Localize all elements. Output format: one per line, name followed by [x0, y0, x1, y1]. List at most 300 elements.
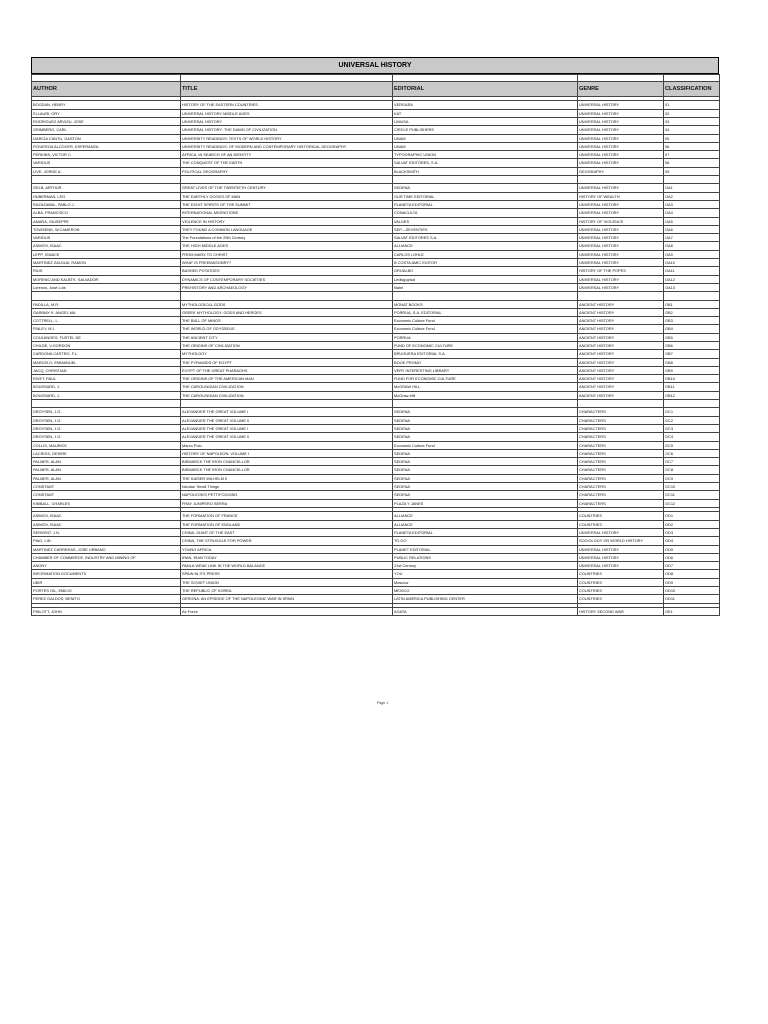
table-row[interactable]: [32, 167, 720, 175]
cell-classification: OC2: [664, 416, 720, 424]
cell-title: THEY FOUND A COMMON LANGUAGE: [181, 225, 393, 233]
cell-editorial: PLANET EDITORIAL: [393, 545, 578, 553]
table-row[interactable]: [32, 126, 720, 134]
cell-title: EGYPT OF THE GREAT PHARAOHS: [181, 366, 393, 374]
cell-title: INTERNATIONAL MIGRATIONS: [181, 209, 393, 217]
cell-genre: SOCIOLOGY OR WORLD HISTORY: [578, 537, 664, 545]
cell-author: DROYSEN, J.G.: [32, 408, 181, 416]
cell-genre: ANCIENT HISTORY: [578, 325, 664, 333]
cell-classification: OB2: [664, 308, 720, 316]
cell-genre: ANCIENT HISTORY: [578, 358, 664, 366]
cell-classification: OD6: [664, 553, 720, 561]
table-row[interactable]: [32, 342, 720, 350]
cell-classification: OA7: [664, 234, 720, 242]
sheet-title: UNIVERSAL HISTORY: [31, 57, 719, 74]
cell-genre: CHARACTERS: [578, 499, 664, 507]
table-row[interactable]: [32, 259, 720, 267]
cell-genre: CHARACTERS: [578, 449, 664, 457]
cell-classification: 03: [664, 117, 720, 125]
table-row[interactable]: [32, 416, 720, 424]
cell-classification: OB6: [664, 342, 720, 350]
cell-classification: OD7: [664, 562, 720, 570]
table-row[interactable]: [32, 159, 720, 167]
table-row[interactable]: [32, 607, 720, 615]
cell-author: BOGDAN, HENRY: [32, 101, 181, 109]
cell-genre: UNIVERSAL HISTORY: [578, 209, 664, 217]
cell-genre: ANCIENT HISTORY: [578, 350, 664, 358]
cell-editorial: SEDENA: [393, 416, 578, 424]
cell-editorial: TYPOGRAPHIC UNION: [393, 151, 578, 159]
cell-genre: UNIVERSAL HISTORY: [578, 109, 664, 117]
cell-classification: OD9: [664, 578, 720, 586]
cell-genre: UNIVERSAL HISTORY: [578, 142, 664, 150]
cell-author: FIGUEROA ALCOCER, ESPERANZA: [32, 142, 181, 150]
cell-title: DYNAMICS OF CONTEMPORARY SOCIETIES: [181, 275, 393, 283]
cell-editorial: BLACKSMITH: [393, 167, 578, 175]
cell-genre: ANCIENT HISTORY: [578, 300, 664, 308]
cell-title: UNIVERSITY READINGS: OF MODERN AND CONTEMPORARY HISTORICAL GEOGRAPHY: [181, 142, 393, 150]
cell-title: PANLA WEAK LINK IN THE WORLD BALANCE: [181, 562, 393, 570]
cell-title: THE ORIGINS OF CIVILIZATION: [181, 342, 393, 350]
cell-genre: UNIVERSAL HISTORY: [578, 234, 664, 242]
cell-author: DROYSEN, J.G.: [32, 416, 181, 424]
cell-author: HUBERMAN, LEO: [32, 192, 181, 200]
table-row[interactable]: [32, 545, 720, 553]
cell-classification: OD8: [664, 570, 720, 578]
table-row[interactable]: [32, 217, 720, 225]
table-row[interactable]: [32, 466, 720, 474]
table-row[interactable]: [32, 391, 720, 399]
cell-editorial: KAT: [393, 109, 578, 117]
cell-title: UNIVERSITY READINGS: TEXTS OF WORLD HISTORY: [181, 134, 393, 142]
cell-author: VARIOUS: [32, 159, 181, 167]
cell-editorial: MONAT BOOKS: [393, 300, 578, 308]
table-row[interactable]: [32, 474, 720, 482]
cell-classification: OA1: [664, 184, 720, 192]
table-row[interactable]: [32, 242, 720, 250]
cell-editorial: McGRAW HILL: [393, 383, 578, 391]
cell-title: THE CAROLINGIAN CIVILIZATION: [181, 391, 393, 399]
cell-editorial: SEDENA: [393, 433, 578, 441]
cell-title: CHINA, THE STRUGGLE FOR POWER: [181, 537, 393, 545]
cell-title: YOUNG AFRICA: [181, 545, 393, 553]
cell-classification: OA8: [664, 242, 720, 250]
cell-author: ASIMOV, ISAAC: [32, 520, 181, 528]
cell-genre: HISTORY OF VIOLENCE: [578, 217, 664, 225]
table-row[interactable]: [32, 358, 720, 366]
cell-title: THE EARTHLY GOODS OF MAN: [181, 192, 393, 200]
cell-genre: CHARACTERS: [578, 491, 664, 499]
cell-editorial: GRIJALBO: [393, 267, 578, 275]
cell-classification: 07: [664, 151, 720, 159]
cell-author: ANONY: [32, 562, 181, 570]
table-row[interactable]: [32, 458, 720, 466]
cell-classification: 09: [664, 167, 720, 175]
cell-editorial: PLANETA EDITORIAL: [393, 528, 578, 536]
cell-genre: HISTORY OF WEALTH: [578, 192, 664, 200]
table-row[interactable]: [32, 267, 720, 275]
cell-genre: UNIVERSAL HISTORY: [578, 562, 664, 570]
cell-genre: CHARACTERS: [578, 466, 664, 474]
cell-title: BISMARCK THE IRON CHANCELLOR: [181, 458, 393, 466]
cell-title: POLITICAL GEOGRAPHY: [181, 167, 393, 175]
table-row[interactable]: [32, 537, 720, 545]
cell-genre: ANCIENT HISTORY: [578, 333, 664, 341]
cell-classification: OC12: [664, 499, 720, 507]
cell-classification: OA2: [664, 192, 720, 200]
table-row[interactable]: [32, 225, 720, 233]
cell-title: THE CONQUEST OF THE EARTH: [181, 159, 393, 167]
cell-editorial: ALLIANCE: [393, 512, 578, 520]
cell-genre: ANCIENT HISTORY: [578, 375, 664, 383]
cell-editorial: UNAM: [393, 134, 578, 142]
cell-editorial: FUND FOR ECONOMIC CULTURE: [393, 375, 578, 383]
cell-classification: OB10: [664, 375, 720, 383]
cell-editorial: SEDENA: [393, 474, 578, 482]
cell-editorial: PLANETA EDITORIAL: [393, 200, 578, 208]
cell-editorial: CONACULTA: [393, 209, 578, 217]
cell-title: THE ORIGINS OF THE AMERICAN MAN: [181, 375, 393, 383]
cell-classification: OD1: [664, 512, 720, 520]
cell-genre: COUNTRIES: [578, 595, 664, 603]
column-header-classification: CLASSIFICATION: [664, 82, 720, 97]
cell-title: PREHISTORY AND ARCHAEOLOGY: [181, 283, 393, 291]
cell-editorial: BOOK PROMO: [393, 358, 578, 366]
cell-title: THE HIGH MIDDLE AGES: [181, 242, 393, 250]
cell-title: HISTORY OF THE EASTERN COUNTRIES: [181, 101, 393, 109]
cell-genre: ANCIENT HISTORY: [578, 342, 664, 350]
table-row[interactable]: [32, 300, 720, 308]
cell-editorial: PORRUA: [393, 333, 578, 341]
cell-genre: UNIVERSAL HISTORY: [578, 528, 664, 536]
cell-genre: UNIVERSAL HISTORY: [578, 553, 664, 561]
cell-editorial: 21st Century: [393, 562, 578, 570]
cell-genre: CHARACTERS: [578, 416, 664, 424]
cell-editorial: Economic Culture Fund: [393, 317, 578, 325]
table-row[interactable]: [32, 383, 720, 391]
cell-editorial: Nahri: [393, 283, 578, 291]
cell-author: ASIMOV, ISAAC: [32, 242, 181, 250]
table-row[interactable]: [32, 512, 720, 520]
cell-classification: OD3: [664, 528, 720, 536]
cell-genre: GEOGRAPHY: [578, 167, 664, 175]
cell-classification: OD5: [664, 545, 720, 553]
table-row[interactable]: [32, 520, 720, 528]
cell-classification: OC10: [664, 483, 720, 491]
cell-author: LEPP, IGNACE: [32, 250, 181, 258]
cell-title: IRAN, IRAN TODAY: [181, 553, 393, 561]
cell-classification: OB7: [664, 350, 720, 358]
table-row[interactable]: [32, 101, 720, 109]
cell-editorial: PUBLIC RELATIONS: [393, 553, 578, 561]
cell-genre: ANCIENT HISTORY: [578, 308, 664, 316]
cell-title: VIOLENCE IN HISTORY: [181, 217, 393, 225]
table-row[interactable]: [32, 595, 720, 603]
cell-author: CARDONA CASTRO, F.L.: [32, 350, 181, 358]
cell-editorial: SEP—SEVENTIES: [393, 225, 578, 233]
table-row[interactable]: [32, 483, 720, 491]
cell-classification: 06: [664, 142, 720, 150]
cell-genre: COUNTRIES: [578, 578, 664, 586]
cell-author: MARTINEZ ZALDUA, RAMON: [32, 259, 181, 267]
table-row[interactable]: [32, 408, 720, 416]
cell-genre: COUNTRIES: [578, 520, 664, 528]
cell-classification: OC6: [664, 449, 720, 457]
cell-author: Lorenzo, José Luis: [32, 283, 181, 291]
cell-editorial: SEDENA: [393, 491, 578, 499]
cell-author: JACQ, CHRISTIAN: [32, 366, 181, 374]
cell-classification: OC4: [664, 433, 720, 441]
table-row[interactable]: [32, 200, 720, 208]
cell-genre: COUNTRIES: [578, 570, 664, 578]
cell-genre: ANCIENT HISTORY: [578, 383, 664, 391]
table-row[interactable]: [32, 117, 720, 125]
cell-classification: OD4: [664, 537, 720, 545]
cell-title: Nicolas' Small Things: [181, 483, 393, 491]
cell-classification: OB3: [664, 317, 720, 325]
table-row[interactable]: [32, 275, 720, 283]
cell-genre: CHARACTERS: [578, 441, 664, 449]
table-row[interactable]: [32, 366, 720, 374]
cell-editorial: VERGARA: [393, 101, 578, 109]
cell-classification: OC7: [664, 458, 720, 466]
cell-editorial: YOU: [393, 570, 578, 578]
cell-classification: OA4: [664, 209, 720, 217]
cell-classification: OB12: [664, 391, 720, 399]
table-row[interactable]: [32, 325, 720, 333]
cell-editorial: FUND OF ECONOMIC CULTURE: [393, 342, 578, 350]
cell-editorial: SEDENA: [393, 458, 578, 466]
cell-author: ASIMOV, ISAAC: [32, 512, 181, 520]
cell-author: RIVET, PAUL: [32, 375, 181, 383]
cell-genre: CHARACTERS: [578, 483, 664, 491]
cell-genre: COUNTRIES: [578, 512, 664, 520]
cell-author: ELLAURI, ORY: [32, 109, 181, 117]
cell-classification: OD2: [664, 520, 720, 528]
cell-title: THE FORMATION OF FRANCE: [181, 512, 393, 520]
cell-author: VARIOUS: [32, 234, 181, 242]
cell-editorial: LIMUSA: [393, 117, 578, 125]
table-row[interactable]: [32, 350, 720, 358]
cell-author: GRIMBERG, CARL: [32, 126, 181, 134]
table-row[interactable]: [32, 449, 720, 457]
cell-genre: UNIVERSAL HISTORY: [578, 275, 664, 283]
cell-author: RODRIGUEZ ARVIZU, JOSE: [32, 117, 181, 125]
table-row[interactable]: [32, 283, 720, 291]
cell-classification: OB5: [664, 333, 720, 341]
cell-author: BOUSSARD, J.: [32, 383, 181, 391]
table-row[interactable]: [32, 333, 720, 341]
cell-title: The Foundations of the 20th Century: [181, 234, 393, 242]
cell-title: Marco Polo: [181, 441, 393, 449]
table-row[interactable]: [32, 562, 720, 570]
cell-genre: UNIVERSAL HISTORY: [578, 126, 664, 134]
cell-genre: CHARACTERS: [578, 458, 664, 466]
table-row[interactable]: [32, 578, 720, 586]
cell-genre: UNIVERSAL HISTORY: [578, 250, 664, 258]
cell-title: THE WORLD OF ODYSSEUS: [181, 325, 393, 333]
cell-genre: CHARACTERS: [578, 474, 664, 482]
cell-classification: OB9: [664, 366, 720, 374]
cell-classification: OA5: [664, 217, 720, 225]
cell-editorial: PORRUA, S.A. EDITORIAL: [393, 308, 578, 316]
cell-editorial: SALVAT EDITORES S.A.: [393, 234, 578, 242]
cell-classification: OB11: [664, 383, 720, 391]
cell-genre: CHARACTERS: [578, 408, 664, 416]
cell-editorial: SEDENA: [393, 483, 578, 491]
table-row[interactable]: [32, 134, 720, 142]
cell-genre: UNIVERSAL HISTORY: [578, 151, 664, 159]
cell-genre: UNIVERSAL HISTORY: [578, 259, 664, 267]
cell-author: TOWSEND, W.CAMERON: [32, 225, 181, 233]
cell-classification: OC9: [664, 474, 720, 482]
page-number-label: Page 1: [377, 701, 389, 705]
cell-editorial: BRUGUERA EDITORIAL S.A.: [393, 350, 578, 358]
column-header-title: TITLE: [181, 82, 393, 97]
cell-author: CHILDE, V.GORDON: [32, 342, 181, 350]
cell-author: LIVE, JORGE A.: [32, 167, 181, 175]
cell-editorial: B COSTA AMIC EDITOR: [393, 259, 578, 267]
table-row[interactable]: [32, 528, 720, 536]
books-table: [31, 74, 720, 616]
cell-author: INFORMATION DOCUMENTS: [32, 570, 181, 578]
table-row[interactable]: [32, 553, 720, 561]
cell-editorial: Ledisguptud: [393, 275, 578, 283]
cell-editorial: SEDENA: [393, 424, 578, 432]
spacer-row: [32, 176, 720, 184]
cell-genre: UNIVERSAL HISTORY: [578, 134, 664, 142]
cell-title: GREAT LIVES OF THE TWENTIETH CENTURY: [181, 184, 393, 192]
cell-genre: COUNTRIES: [578, 587, 664, 595]
cell-author: GARIBAY K. ANGEL MA.: [32, 308, 181, 316]
cell-author: ALBA, FRANCISCO: [32, 209, 181, 217]
cell-classification: OA13: [664, 283, 720, 291]
cell-classification: OC11: [664, 491, 720, 499]
cell-title: THE KAISER WILHELM II: [181, 474, 393, 482]
cell-author: CONSTANT: [32, 491, 181, 499]
cell-title: THE FORMATION OF ENGLAND: [181, 520, 393, 528]
cell-title: FRAY JUNIPERO SERRA: [181, 499, 393, 507]
table-row[interactable]: [32, 209, 720, 217]
cell-editorial: VALDES: [393, 217, 578, 225]
cell-author: RAZAZABAL, PABLO J.: [32, 200, 181, 208]
table-row[interactable]: [32, 433, 720, 441]
cell-author: UBIR: [32, 578, 181, 586]
cell-genre: HISTORY SECOND WAR: [578, 607, 664, 615]
cell-title: THE CAROLINGIAN CIVILIZATION: [181, 383, 393, 391]
cell-author: SERVENT, J.N.: [32, 528, 181, 536]
cell-title: FROM MARX TO CHRIST: [181, 250, 393, 258]
table-row[interactable]: [32, 192, 720, 200]
cell-classification: OC5: [664, 441, 720, 449]
cell-author: GARCIA CANTU, GASTON: [32, 134, 181, 142]
cell-classification: OB4: [664, 325, 720, 333]
table-row[interactable]: [32, 184, 720, 192]
cell-title: THE ANCIENT CITY: [181, 333, 393, 341]
cell-title: MYTHOLOGY: [181, 350, 393, 358]
cell-genre: ANCIENT HISTORY: [578, 366, 664, 374]
cell-classification: OD11: [664, 595, 720, 603]
cell-title: UNIVERSAL HISTORY MIDDLE AGES: [181, 109, 393, 117]
cell-author: CHAMBER OF COMMERCE, INDUSTRY AND MINING OF: [32, 553, 181, 561]
cell-editorial: TO GO: [393, 537, 578, 545]
table-row[interactable]: [32, 570, 720, 578]
cell-editorial: SEDENA: [393, 184, 578, 192]
cell-author: GELB, ARTHUR: [32, 184, 181, 192]
cell-genre: UNIVERSAL HISTORY: [578, 200, 664, 208]
cell-genre: UNIVERSAL HISTORY: [578, 159, 664, 167]
cell-title: THE SOVIET UNION: [181, 578, 393, 586]
column-header-editorial: EDITORIAL: [393, 82, 578, 97]
cell-author: COULANGES, FUSTEL DE: [32, 333, 181, 341]
table-row[interactable]: [32, 441, 720, 449]
cell-classification: OA12: [664, 275, 720, 283]
cell-author: PERKINS, VICTOR C.: [32, 151, 181, 159]
cell-author: RIUS: [32, 267, 181, 275]
table-row[interactable]: [32, 587, 720, 595]
cell-title: GERONA: AN EPISODE OF THE NAPOLEONIC WAR IN SPAIN: [181, 595, 393, 603]
cell-genre: CHARACTERS: [578, 424, 664, 432]
cell-classification: OA10: [664, 259, 720, 267]
cell-editorial: SEDENA: [393, 466, 578, 474]
cell-title: ALEXANDER THE GREAT VOLUME II: [181, 416, 393, 424]
table-row[interactable]: [32, 375, 720, 383]
cell-classification: 02: [664, 109, 720, 117]
cell-author: LACROIX, DESIRE: [32, 449, 181, 457]
table-row[interactable]: [32, 109, 720, 117]
cell-editorial: McGraw-Hill: [393, 391, 578, 399]
column-header-author: AUTHOR: [32, 82, 181, 97]
cell-author: FINLEY, M.I.: [32, 325, 181, 333]
table-row[interactable]: [32, 317, 720, 325]
table-row[interactable]: [32, 234, 720, 242]
table-row[interactable]: [32, 499, 720, 507]
spacer-row: [32, 292, 720, 300]
cell-classification: OB1: [664, 300, 720, 308]
cell-author: CONSTANT: [32, 483, 181, 491]
table-row[interactable]: [32, 424, 720, 432]
cell-title: BISMARCK THE IRON CHANCELLOR: [181, 466, 393, 474]
table-row[interactable]: [32, 142, 720, 150]
cell-editorial: LATIN AMERICA PUBLISHING CENTER: [393, 595, 578, 603]
cell-classification: OA9: [664, 250, 720, 258]
table-row[interactable]: [32, 250, 720, 258]
cell-author: PALMER, ALAN: [32, 466, 181, 474]
cell-author: PADILLA, M.R.: [32, 300, 181, 308]
cell-classification: 05: [664, 134, 720, 142]
cell-genre: HISTORY OF THE POPES: [578, 267, 664, 275]
cell-author: PINLOTT, JOHN: [32, 607, 181, 615]
cell-classification: OA3: [664, 200, 720, 208]
cell-author: PORTES GIL, EMILIO: [32, 587, 181, 595]
cell-editorial: SEDENA: [393, 449, 578, 457]
cell-editorial: SALVAT EDITORES, S.A.: [393, 159, 578, 167]
cell-title: THE BULL OF MINOS: [181, 317, 393, 325]
cell-title: Air Force: [181, 607, 393, 615]
cell-editorial: MEXICO: [393, 587, 578, 595]
table-row[interactable]: [32, 308, 720, 316]
cell-editorial: Moscow: [393, 578, 578, 586]
table-row[interactable]: [32, 491, 720, 499]
cell-genre: UNIVERSAL HISTORY: [578, 225, 664, 233]
books-table-body: [32, 75, 720, 616]
cell-author: COLLIS, MAURICE: [32, 441, 181, 449]
cell-editorial: AGATA: [393, 607, 578, 615]
table-row[interactable]: [32, 151, 720, 159]
cell-author: BOUSSARD, J.: [32, 391, 181, 399]
cell-genre: UNIVERSAL HISTORY: [578, 101, 664, 109]
cell-genre: UNIVERSAL HISTORY: [578, 117, 664, 125]
